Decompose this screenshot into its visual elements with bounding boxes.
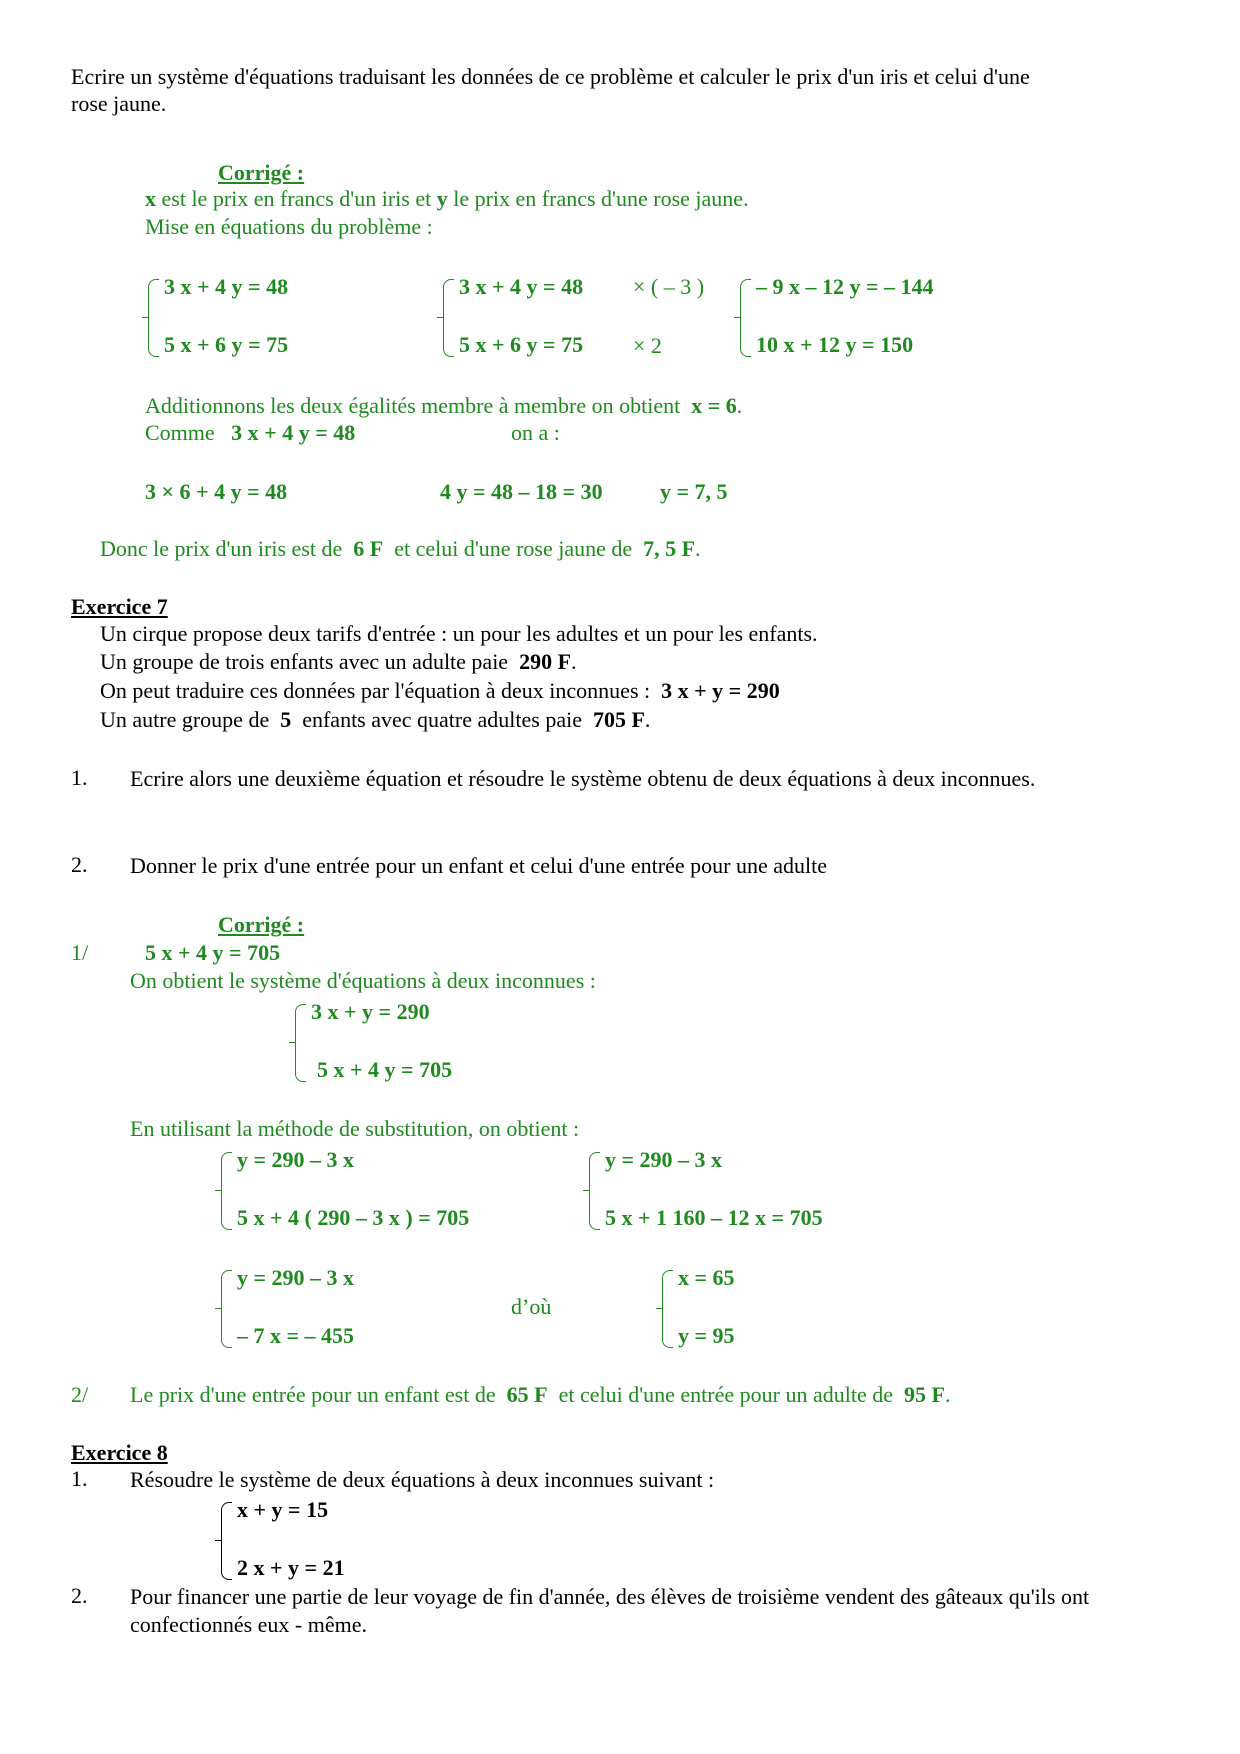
a2b: 65 F — [506, 1382, 548, 1407]
brace — [295, 1004, 306, 1082]
question-number: 2. — [71, 1583, 88, 1608]
var-y: y — [436, 186, 448, 211]
brace — [589, 1152, 600, 1230]
intro-line-2: rose jaune. — [71, 91, 167, 116]
conclusion-6 — [100, 536, 701, 562]
comme-word: Comme — [145, 420, 215, 445]
comme-equation: 3 x + 4 y = 48 — [231, 420, 356, 445]
exercice-8-title: Exercice 8 — [71, 1440, 168, 1465]
intro-line-1: Ecrire un système d'équations traduisant les données de ce problème et calculer le prix d'un iris et celui d'une — [71, 64, 1030, 89]
donc-a: Donc le prix d'un iris est de — [100, 536, 343, 561]
brace — [662, 1270, 673, 1348]
def-end: le prix en francs d'une rose jaune. — [453, 186, 749, 211]
answer-1-number: 1/ — [71, 940, 89, 965]
additionnons-line — [145, 393, 742, 419]
brace — [148, 279, 159, 357]
equation: – 9 x – 12 y = – 144 — [756, 274, 934, 299]
a2d: 95 F — [904, 1382, 945, 1407]
a2e: . — [944, 1382, 951, 1407]
equation: 10 x + 12 y = 150 — [756, 332, 914, 357]
question-text: Ecrire alors une deuxième équation et résoudre le système obtenu de deux équations à deux inconnues. — [130, 766, 1036, 791]
ex7-line-4 — [100, 707, 650, 733]
calc-2: 4 y = 48 – 18 = 30 — [440, 479, 603, 504]
answer-1-equation: 5 x + 4 y = 705 — [145, 940, 281, 965]
equation: x + y = 15 — [237, 1497, 329, 1522]
brace — [221, 1270, 232, 1348]
ex7-l2a: Un groupe de trois enfants avec un adulte paie — [100, 649, 509, 674]
brace — [221, 1152, 232, 1230]
equation: 5 x + 6 y = 75 — [164, 332, 289, 357]
donc-b: 6 F — [353, 536, 384, 561]
answer-2-text — [130, 1382, 950, 1408]
mise-en-equations: Mise en équations du problème : — [145, 214, 433, 239]
ex7-l3b: 3 x + y = 290 — [661, 678, 780, 703]
equation: 5 x + 1 160 – 12 x = 705 — [605, 1205, 823, 1230]
multiplier-1: × ( – 3 ) — [633, 274, 705, 299]
brace — [740, 279, 751, 357]
equation: 2 x + y = 21 — [237, 1555, 345, 1580]
corrige-7-heading: Corrigé : — [218, 912, 305, 937]
donc-d: 7, 5 F — [643, 536, 696, 561]
comme-line — [145, 420, 355, 446]
ex7-line-2 — [100, 649, 577, 675]
equation: – 7 x = – 455 — [237, 1323, 355, 1348]
question-text: Pour financer une partie de leur voyage de fin d'année, des élèves de troisième vendent des gâteaux qu'ils ont confectionnés eux - même. — [130, 1584, 1090, 1637]
equation: y = 290 – 3 x — [605, 1147, 723, 1172]
definition-line — [145, 186, 749, 212]
equation: 5 x + 4 ( 290 – 3 x ) = 705 — [237, 1205, 470, 1230]
calc-3: y = 7, 5 — [660, 479, 728, 504]
equation: y = 95 — [678, 1323, 735, 1348]
equation: 5 x + 6 y = 75 — [459, 332, 584, 357]
ex7-l4e: . — [644, 707, 651, 732]
a2c: et celui d'une entrée pour un adulte de — [558, 1382, 893, 1407]
substitution-text: En utilisant la méthode de substitution, on obtient : — [130, 1116, 580, 1141]
def-mid: est le prix en francs d'un iris et — [161, 186, 432, 211]
ex7-line-3 — [100, 678, 780, 704]
equation: 3 x + 4 y = 48 — [164, 274, 289, 299]
question-number: 1. — [71, 1466, 88, 1491]
ex7-l2b: 290 F — [519, 649, 572, 674]
a2a: Le prix d'une entrée pour un enfant est de — [130, 1382, 496, 1407]
equation: x = 65 — [678, 1265, 735, 1290]
add-text: Additionnons les deux égalités membre à membre on obtient — [145, 393, 681, 418]
question-number: 2. — [71, 852, 88, 877]
ex7-l4d: 705 F — [592, 707, 645, 732]
donc-c: et celui d'une rose jaune de — [394, 536, 633, 561]
on-a: on a : — [511, 420, 560, 445]
question-text: Résoudre le système de deux équations à deux inconnues suivant : — [130, 1467, 715, 1492]
equation: 5 x + 4 y = 705 — [317, 1057, 453, 1082]
dou-word: d’où — [511, 1294, 552, 1319]
calc-1: 3 × 6 + 4 y = 48 — [145, 479, 288, 504]
answer-1-text: On obtient le système d'équations à deux inconnues : — [130, 968, 596, 993]
ex7-l4c: enfants avec quatre adultes paie — [302, 707, 582, 732]
ex7-l4a: Un autre groupe de — [100, 707, 270, 732]
equation: 3 x + 4 y = 48 — [459, 274, 584, 299]
question-number: 1. — [71, 765, 88, 790]
exercice-7-title: Exercice 7 — [71, 594, 168, 619]
add-dot: . — [736, 393, 743, 418]
add-result: x = 6 — [691, 393, 737, 418]
ex7-l2c: . — [571, 649, 577, 674]
var-x: x — [145, 186, 156, 211]
ex7-l4b: 5 — [280, 707, 292, 732]
equation: 3 x + y = 290 — [311, 999, 430, 1024]
multiplier-2: × 2 — [633, 333, 662, 358]
question-text: Donner le prix d'une entrée pour un enfant et celui d'une entrée pour une adulte — [130, 853, 827, 878]
donc-e: . — [695, 536, 701, 561]
ex7-line-1: Un cirque propose deux tarifs d'entrée : un pour les adultes et un pour les enfants. — [100, 621, 818, 646]
brace — [221, 1502, 232, 1580]
brace — [443, 279, 454, 357]
answer-2-number: 2/ — [71, 1382, 89, 1407]
equation: y = 290 – 3 x — [237, 1147, 355, 1172]
equation: y = 290 – 3 x — [237, 1265, 355, 1290]
corrige-heading: Corrigé : — [218, 160, 305, 185]
ex7-l3a: On peut traduire ces données par l'équation à deux inconnues : — [100, 678, 651, 703]
